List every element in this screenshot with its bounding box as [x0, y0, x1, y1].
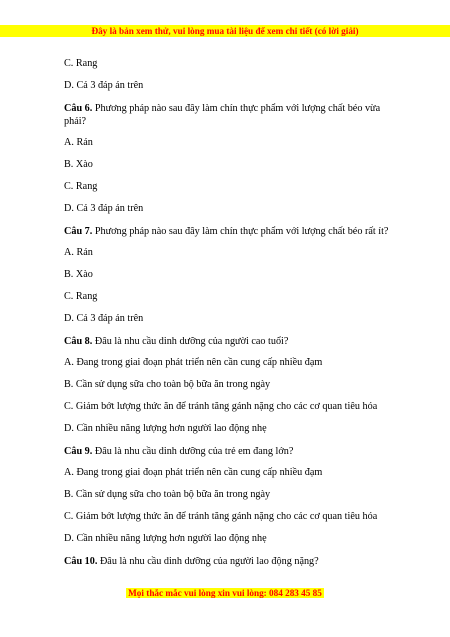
answer-option: A. Đang trong giai đoạn phát triển nên cần cung cấp nhiều đạm [64, 467, 323, 479]
question-text: Đâu là nhu cầu dinh dưỡng của trẻ em đang lớn? [92, 445, 294, 457]
answer-option: D. Cả 3 đáp án trên [64, 202, 144, 214]
header-banner [0, 25, 450, 37]
question-text: Đâu là nhu cầu dinh dưỡng của người cao tuổi? [92, 335, 289, 347]
question-number: Câu 7. [64, 225, 93, 237]
answer-option: D. Cần nhiều năng lượng hơn người lao động nhẹ [64, 532, 267, 544]
question-number: Câu 10. [64, 555, 98, 567]
footer-banner-text: Mọi thắc mắc vui lòng xin vui lòng: 084 283 45 85 [128, 588, 322, 598]
question-line [64, 335, 404, 348]
question-line [64, 445, 404, 458]
document-body [64, 58, 404, 577]
question-number: Câu 9. [64, 445, 93, 457]
answer-option: B. Xào [64, 159, 93, 171]
answer-option: B. Xào [64, 269, 93, 281]
question-text: Phương pháp nào sau đây làm chín thực phẩm với lượng chất béo rất ít? [92, 225, 389, 237]
answer-option: A. Rán [64, 137, 93, 149]
answer-option: A. Rán [64, 247, 93, 259]
question-line [64, 555, 404, 568]
question-text: Phương pháp nào sau đây làm chín thực phẩm với lượng chất béo vừa phải? [64, 102, 381, 127]
answer-option: C. Rang [64, 58, 98, 69]
answer-option: B. Cần sử dụng sữa cho toàn bộ bữa ăn trong ngày [64, 379, 271, 391]
answer-option: B. Cần sử dụng sữa cho toàn bộ bữa ăn trong ngày [64, 489, 271, 501]
question-number: Câu 8. [64, 335, 93, 347]
answer-option: D. Cả 3 đáp án trên [64, 79, 144, 91]
question-number: Câu 6. [64, 102, 93, 114]
header-banner-text: Đây là bản xem thử, vui lòng mua tài liệu để xem chi tiết (có lời giải) [91, 26, 359, 36]
answer-option: C. Rang [64, 180, 98, 192]
answer-option: C. Rang [64, 290, 98, 302]
question-text: Đâu là nhu cầu dinh dưỡng của người lao động nặng? [97, 555, 319, 567]
question-line [64, 225, 404, 238]
answer-option: A. Đang trong giai đoạn phát triển nên cần cung cấp nhiều đạm [64, 357, 323, 369]
answer-option: D. Cả 3 đáp án trên [64, 312, 144, 324]
answer-option: C. Giảm bớt lượng thức ăn để tránh tăng gánh nặng cho các cơ quan tiêu hóa [64, 510, 378, 522]
answer-option: C. Giảm bớt lượng thức ăn để tránh tăng gánh nặng cho các cơ quan tiêu hóa [64, 400, 378, 412]
answer-option: D. Cần nhiều năng lượng hơn người lao động nhẹ [64, 422, 267, 434]
footer-banner [0, 587, 450, 599]
question-line [64, 102, 404, 128]
